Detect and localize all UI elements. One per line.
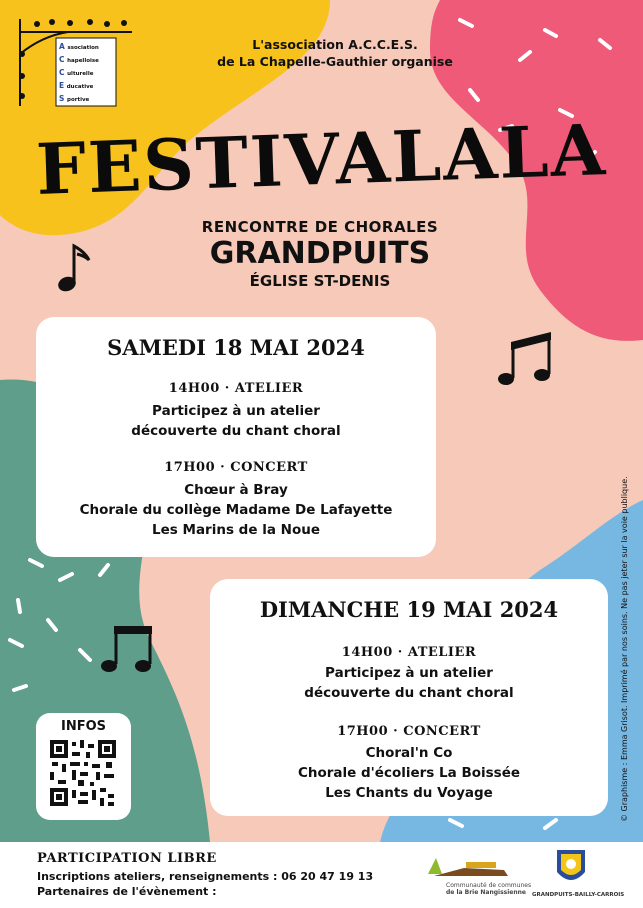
sign-text: A ssociation C hapelloise C ulturelle E ducative S portive — [59, 42, 99, 103]
event-location: GRANDPUITS — [209, 236, 431, 271]
partners-label: Partenaires de l'évènement : — [37, 885, 217, 898]
event-venue: ÉGLISE ST-DENIS — [249, 272, 391, 290]
brie-nangissienne-logo — [424, 852, 514, 882]
saturday-date: SAMEDI 18 MAI 2024 — [107, 335, 365, 360]
infos-label: INFOS — [60, 719, 106, 734]
sunday-workshop-time: 14H00 · ATELIER — [341, 645, 477, 660]
saturday-workshop-time: 14H00 · ATELIER — [168, 381, 304, 396]
double-note-icon — [100, 618, 165, 683]
sunday-workshop-text: Participez à un atelier découverte du chant choral — [304, 665, 514, 701]
saturday-workshop-text: Participez à un atelier découverte du chant choral — [131, 403, 341, 439]
music-note-icon — [55, 240, 95, 295]
event-subtitle: RENCONTRE DE CHORALES — [201, 218, 439, 236]
participation-label: PARTICIPATION LIBRE — [37, 851, 217, 866]
grandpuits-crest-logo — [555, 848, 587, 888]
saturday-concert-time: 17H00 · CONCERT — [164, 460, 308, 475]
organizer-text: L'association A.C.C.E.S. de La Chapelle-Gauthier organise — [217, 37, 453, 69]
festival-title: FESTIVALALA — [34, 108, 609, 211]
grandpuits-text: GRANDPUITS-BAILLY-CARROIS — [532, 892, 625, 898]
qr-code-icon[interactable] — [50, 740, 116, 806]
double-note-icon — [497, 330, 562, 395]
sunday-date: DIMANCHE 19 MAI 2024 — [259, 597, 559, 622]
sunday-card — [210, 579, 608, 816]
sunday-concert-lineup: Choral'n Co Chorale d'écoliers La Boissée Les Chants du Voyage — [297, 745, 521, 801]
graphic-credit: © Graphisme : Emma Grisot. Imprimé par nos soins. Ne pas jeter sur la voie publique. — [620, 476, 629, 822]
saturday-card — [36, 317, 436, 557]
brie-nangissienne-text: Communauté de communes de la Brie Nangissienne — [446, 882, 532, 896]
inscriptions-info: Inscriptions ateliers, renseignements : 06 20 47 19 13 — [37, 870, 374, 883]
sunday-concert-time: 17H00 · CONCERT — [337, 724, 481, 739]
saturday-concert-lineup: Chœur à Bray Chorale du collège Madame De Lafayette Les Marins de la Noue — [79, 482, 393, 538]
